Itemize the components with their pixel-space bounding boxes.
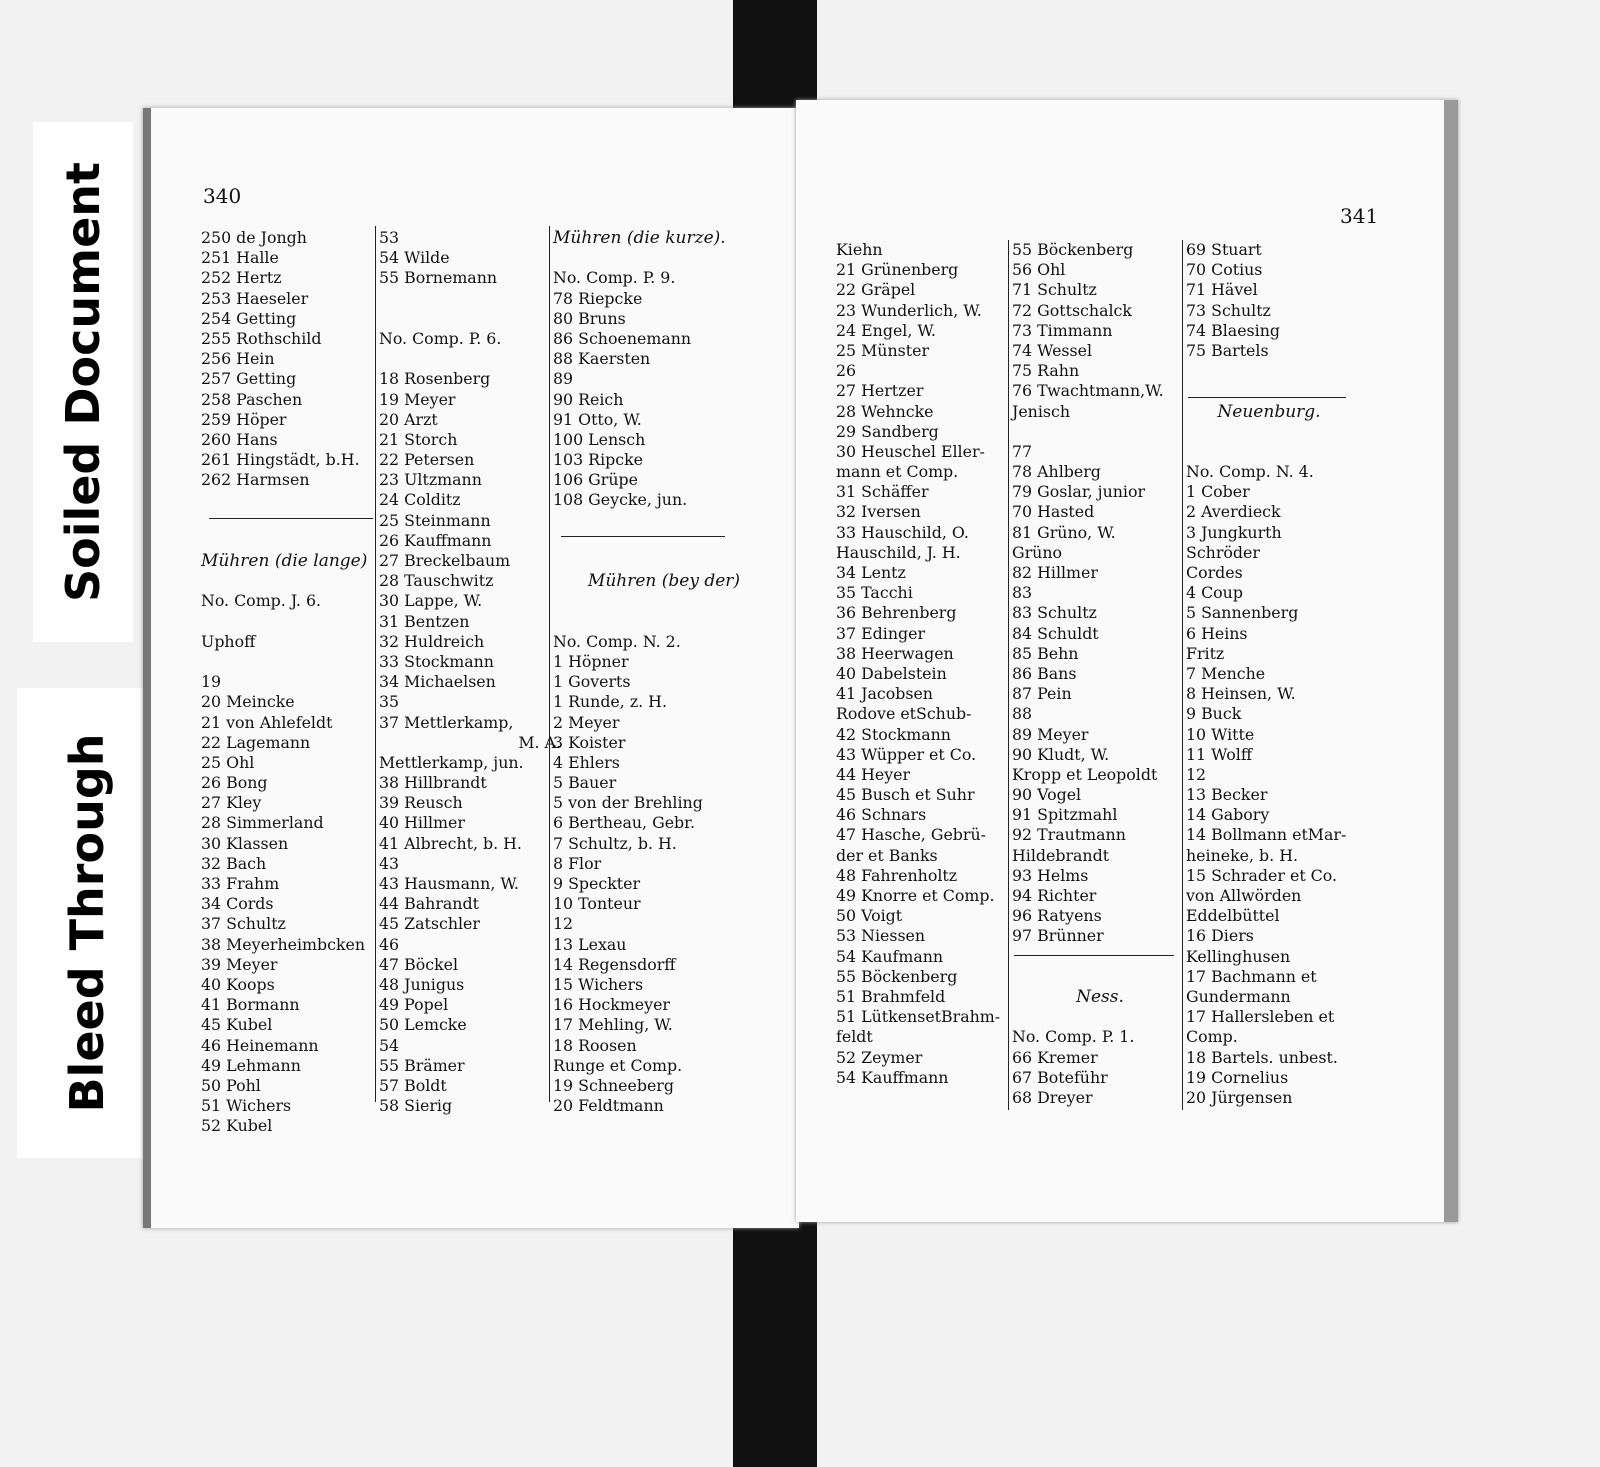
entry-line: 17 Bachmann et bbox=[1186, 966, 1317, 986]
entry-line: 88 Kaersten bbox=[553, 349, 651, 369]
entry-line: 37 Edinger bbox=[836, 623, 926, 643]
entry-line: 18 Rosenberg bbox=[379, 369, 491, 389]
entry-line: 4 Coup bbox=[1186, 583, 1243, 603]
entry-line: 49 Knorre et Comp. bbox=[836, 886, 995, 905]
entry-line: Jenisch bbox=[1012, 401, 1071, 421]
entry-line: 28 Simmerland bbox=[201, 813, 324, 833]
entry-line bbox=[379, 349, 561, 369]
entry-line: 68 Dreyer bbox=[1012, 1087, 1093, 1107]
entry-line bbox=[553, 248, 775, 268]
entry-line: 86 Schoenemann bbox=[553, 328, 692, 348]
entry-line: 45 Busch et Suhr bbox=[836, 785, 975, 805]
entry-line: 82 Hillmer bbox=[1012, 563, 1098, 582]
entry-line: 47 Hasche, Gebrü- bbox=[836, 825, 986, 845]
entry-line bbox=[1186, 381, 1352, 401]
entry-line: 40 Hillmer bbox=[379, 813, 465, 833]
entry-line: 94 Richter bbox=[1012, 886, 1097, 905]
entry-line: 93 Helms bbox=[1012, 865, 1089, 885]
entry-line: 11 Wolff bbox=[1186, 744, 1253, 764]
entry-line: 256 Hein bbox=[201, 349, 275, 369]
entry-line: 9 Speckter bbox=[553, 874, 641, 893]
entry-line: 32 Huldreich bbox=[379, 631, 485, 651]
entry-line: heineke, b. H. bbox=[1186, 845, 1299, 865]
entry-line: 38 Hillbrandt bbox=[379, 773, 487, 793]
left-column-2 bbox=[379, 228, 561, 1116]
entry-line: 100 Lensch bbox=[553, 429, 646, 449]
entry-line: Hildebrandt bbox=[1012, 845, 1110, 865]
entry-line: 45 Zatschler bbox=[379, 914, 480, 934]
entry-line: 14 Gabory bbox=[1186, 805, 1270, 825]
entry-line: 44 Heyer bbox=[836, 764, 911, 784]
entry-line: 51 Brahmfeld bbox=[836, 986, 946, 1006]
entry-line: 55 Bornemann bbox=[379, 268, 498, 288]
entry-line: 16 Hockmeyer bbox=[553, 995, 670, 1015]
entry-line: 255 Rothschild bbox=[201, 328, 322, 348]
entry-line: Ness. bbox=[1076, 986, 1124, 1007]
entry-line: 73 Timmann bbox=[1012, 320, 1113, 340]
entry-line: Runge et Comp. bbox=[553, 1055, 683, 1075]
entry-line: Cordes bbox=[1186, 563, 1243, 582]
entry-line: der et Banks bbox=[836, 845, 938, 865]
entry-line: 10 Tonteur bbox=[553, 894, 641, 914]
entry-line: 28 Wehncke bbox=[836, 401, 934, 421]
entry-line: 1 Cober bbox=[1186, 482, 1250, 502]
entry-line bbox=[201, 612, 379, 632]
entry-line: 37 Mettlerkamp, bbox=[379, 712, 514, 732]
entry-line: 83 bbox=[1012, 583, 1033, 603]
entry-line: 72 Gottschalck bbox=[1012, 300, 1132, 320]
entry-line: Kellinghusen bbox=[1186, 946, 1291, 966]
entry-line: No. Comp. P. 6. bbox=[379, 328, 502, 348]
entry-line: 40 Dabelstein bbox=[836, 663, 947, 683]
entry-line: 20 Meincke bbox=[201, 692, 295, 712]
entry-line bbox=[1012, 422, 1188, 442]
entry-line: 27 Kley bbox=[201, 793, 262, 813]
entry-line: Schröder bbox=[1186, 542, 1260, 562]
entry-line: No. Comp. N. 2. bbox=[553, 631, 681, 651]
entry-line: 14 Regensdorff bbox=[553, 954, 676, 974]
entry-line: 55 Böckenberg bbox=[1012, 240, 1134, 259]
entry-line: Mühren (bey der) bbox=[587, 571, 741, 592]
entry-line: 43 bbox=[379, 853, 400, 873]
entry-line: 45 Kubel bbox=[201, 1015, 273, 1035]
entry-line: 262 Harmsen bbox=[201, 470, 310, 490]
entry-line: 10 Witte bbox=[1186, 724, 1255, 744]
entry-line: 19 Schneeberg bbox=[553, 1075, 674, 1095]
entry-line: 49 Lehmann bbox=[201, 1055, 301, 1075]
entry-line: 47 Böckel bbox=[379, 954, 459, 974]
entry-line: 26 Bong bbox=[201, 773, 268, 793]
entry-line: 70 Hasted bbox=[1012, 502, 1095, 522]
entry-line: 38 Heerwagen bbox=[836, 643, 954, 663]
entry-line: 67 Boteführ bbox=[1012, 1067, 1108, 1087]
right-page bbox=[796, 100, 1458, 1222]
column-divider bbox=[375, 226, 376, 1102]
entry-line: 39 Meyer bbox=[201, 954, 278, 974]
entry-line: 39 Reusch bbox=[379, 793, 463, 813]
entry-line: 18 Bartels. unbest. bbox=[1186, 1047, 1338, 1067]
entry-line: M. A. bbox=[518, 732, 561, 752]
entry-line: 54 Kaufmann bbox=[836, 946, 944, 966]
entry-line: 2 Averdieck bbox=[1186, 502, 1281, 522]
entry-line: 253 Haeseler bbox=[201, 288, 309, 308]
entry-line: Mettlerkamp, jun. bbox=[379, 752, 524, 772]
entry-line: Kropp et Leopoldt bbox=[1012, 764, 1158, 784]
entry-line: 5 von der Brehling bbox=[553, 793, 703, 813]
entry-line: 50 Lemcke bbox=[379, 1015, 467, 1035]
entry-line: 27 Hertzer bbox=[836, 381, 924, 401]
entry-line: 57 Boldt bbox=[379, 1075, 447, 1095]
entry-line: 259 Höper bbox=[201, 409, 287, 429]
entry-line: 88 bbox=[1012, 704, 1033, 724]
entry-line: 90 Vogel bbox=[1012, 785, 1082, 805]
entry-line: 35 bbox=[379, 692, 400, 712]
entry-line: No. Comp. P. 1. bbox=[1012, 1027, 1135, 1047]
entry-line: 51 LütkensetBrahm- bbox=[836, 1007, 1001, 1027]
entry-line: 44 Bahrandt bbox=[379, 894, 479, 914]
entry-line: 252 Hertz bbox=[201, 268, 282, 288]
entry-line: 26 Kauffmann bbox=[379, 530, 492, 550]
entry-line: 40 Koops bbox=[201, 974, 275, 994]
entry-line: 3 Jungkurth bbox=[1186, 522, 1282, 542]
entry-line: 54 Kauffmann bbox=[836, 1067, 949, 1087]
entry-line: 7 Menche bbox=[1186, 663, 1266, 683]
entry-line: mann et Comp. bbox=[836, 462, 959, 482]
entry-line: 75 Rahn bbox=[1012, 361, 1080, 381]
entry-line: 31 Schäffer bbox=[836, 482, 929, 502]
entry-line bbox=[553, 612, 775, 632]
entry-line: 22 Petersen bbox=[379, 450, 475, 470]
entry-line: 89 bbox=[553, 369, 574, 389]
page-number: 341 bbox=[1340, 204, 1379, 228]
column-divider bbox=[1008, 240, 1009, 1110]
entry-line: 254 Getting bbox=[201, 308, 297, 328]
entry-line: 70 Cotius bbox=[1186, 260, 1263, 280]
entry-line: 85 Behn bbox=[1012, 643, 1079, 663]
entry-line: 41 Jacobsen bbox=[836, 684, 933, 704]
entry-line: 81 Grüno, W. bbox=[1012, 522, 1116, 542]
entry-line: 9 Buck bbox=[1186, 704, 1242, 724]
entry-line: 106 Grüpe bbox=[553, 470, 638, 490]
entry-line: 19 bbox=[201, 672, 222, 692]
entry-line: 90 Kludt, W. bbox=[1012, 744, 1110, 764]
entry-line: 34 Cords bbox=[201, 894, 274, 914]
entry-line: 34 Lentz bbox=[836, 563, 906, 582]
entry-line: 46 Schnars bbox=[836, 805, 927, 825]
entry-line bbox=[1186, 442, 1352, 462]
entry-line: Kiehn bbox=[836, 240, 883, 259]
entry-line: 66 Kremer bbox=[1012, 1047, 1098, 1067]
entry-line: 52 Zeymer bbox=[836, 1047, 923, 1067]
entry-line: 24 Colditz bbox=[379, 490, 461, 510]
entry-line: 1 Goverts bbox=[553, 672, 631, 692]
entry-line: Fritz bbox=[1186, 643, 1225, 663]
entry-line: 71 Hävel bbox=[1186, 280, 1258, 300]
entry-line bbox=[1012, 1007, 1188, 1027]
entry-line: 36 Behrenberg bbox=[836, 603, 957, 623]
entry-line: 22 Gräpel bbox=[836, 280, 916, 300]
entry-line: 42 Stockmann bbox=[836, 724, 951, 744]
entry-line: Gundermann bbox=[1186, 986, 1291, 1006]
entry-line: 18 Roosen bbox=[553, 1035, 637, 1055]
entry-line: 22 Lagemann bbox=[201, 732, 311, 752]
entry-line: 7 Schultz, b. H. bbox=[553, 833, 677, 853]
entry-line: 16 Diers bbox=[1186, 926, 1254, 946]
entry-line: 19 Meyer bbox=[379, 389, 456, 409]
entry-line: 21 Grünenberg bbox=[836, 260, 959, 280]
entry-line: Hauschild, J. H. bbox=[836, 542, 961, 562]
entry-line: 33 Hauschild, O. bbox=[836, 522, 969, 542]
entry-line: 74 Blaesing bbox=[1186, 320, 1280, 340]
entry-line: Comp. bbox=[1186, 1027, 1238, 1047]
entry-line: 50 Voigt bbox=[836, 906, 903, 926]
entry-line: 103 Ripcke bbox=[553, 450, 643, 470]
entry-line: 41 Bormann bbox=[201, 995, 300, 1015]
entry-line bbox=[201, 531, 379, 551]
entry-line bbox=[553, 551, 775, 571]
entry-line: 21 Storch bbox=[379, 429, 458, 449]
entry-line: 75 Bartels bbox=[1186, 340, 1269, 360]
entry-line: 55 Brämer bbox=[379, 1055, 465, 1075]
entry-line bbox=[553, 591, 775, 611]
left-page bbox=[143, 108, 799, 1228]
entry-line: 2 Meyer bbox=[553, 712, 620, 732]
entry-line bbox=[379, 289, 561, 309]
entry-line bbox=[379, 309, 561, 329]
entry-line: 49 Popel bbox=[379, 995, 449, 1015]
entry-line: 25 Steinmann bbox=[379, 510, 491, 530]
entry-line: 17 Mehling, W. bbox=[553, 1015, 673, 1035]
entry-line: 30 Heuschel Eller- bbox=[836, 441, 985, 461]
right-column-2 bbox=[1012, 240, 1188, 1108]
entry-line: 97 Brünner bbox=[1012, 926, 1104, 946]
entry-line: 53 Niessen bbox=[836, 926, 926, 946]
entry-line: 250 de Jongh bbox=[201, 228, 307, 247]
section-rule bbox=[1014, 955, 1174, 956]
entry-line: 1 Höpner bbox=[553, 651, 629, 671]
entry-line: 5 Sannenberg bbox=[1186, 603, 1299, 623]
entry-line: Neuenburg. bbox=[1217, 401, 1321, 422]
entry-line: feldt bbox=[836, 1027, 873, 1047]
entry-line: 15 Wichers bbox=[553, 974, 644, 994]
entry-line: 108 Geycke, jun. bbox=[553, 490, 688, 510]
entry-line: 30 Klassen bbox=[201, 833, 289, 853]
right-column-3 bbox=[1186, 240, 1352, 1108]
entry-line: 38 Meyerheimbcken bbox=[201, 934, 366, 954]
entry-line: 12 bbox=[553, 914, 574, 934]
entry-line: 76 Twachtmann,W. bbox=[1012, 381, 1164, 401]
entry-line: 28 Tauschwitz bbox=[379, 571, 494, 591]
entry-line: 90 Reich bbox=[553, 389, 624, 409]
entry-line: 54 bbox=[379, 1035, 400, 1055]
entry-line: No. Comp. P. 9. bbox=[553, 268, 676, 288]
section-rule bbox=[1188, 397, 1346, 398]
section-rule bbox=[561, 536, 725, 537]
entry-line: 31 Bentzen bbox=[379, 611, 470, 631]
entry-line: 55 Böckenberg bbox=[836, 966, 958, 986]
entry-line: 20 Arzt bbox=[379, 409, 438, 429]
entry-line: 257 Getting bbox=[201, 369, 297, 389]
entry-line: 91 Spitzmahl bbox=[1012, 805, 1118, 825]
entry-line: 27 Breckelbaum bbox=[379, 551, 511, 570]
entry-line: 71 Schultz bbox=[1012, 280, 1097, 300]
entry-line bbox=[553, 511, 775, 531]
entry-line: 80 Bruns bbox=[553, 308, 626, 328]
entry-line: Uphoff bbox=[201, 631, 256, 651]
entry-line: 32 Bach bbox=[201, 853, 267, 873]
entry-line: 21 von Ahlefeldt bbox=[201, 712, 333, 732]
entry-line: 54 Wilde bbox=[379, 248, 450, 268]
entry-line: 83 Schultz bbox=[1012, 603, 1097, 623]
entry-line: 14 Bollmann etMar- bbox=[1186, 825, 1347, 845]
entry-line: 29 Sandberg bbox=[836, 421, 939, 441]
entry-line: 73 Schultz bbox=[1186, 300, 1271, 320]
entry-line: Grüno bbox=[1012, 542, 1063, 562]
entry-line: 34 Michaelsen bbox=[379, 672, 496, 692]
entry-line: 43 Wüpper et Co. bbox=[836, 744, 977, 764]
left-column-1 bbox=[201, 228, 379, 1136]
entry-line: 87 Pein bbox=[1012, 684, 1072, 704]
entry-line: 24 Engel, W. bbox=[836, 320, 936, 340]
entry-line: 58 Sierig bbox=[379, 1096, 453, 1116]
section-rule bbox=[209, 518, 373, 519]
entry-line bbox=[1012, 967, 1188, 987]
entry-line: 37 Schultz bbox=[201, 914, 286, 934]
entry-line: 15 Schrader et Co. bbox=[1186, 865, 1338, 885]
entry-line: 74 Wessel bbox=[1012, 340, 1093, 360]
entry-line: 48 Fahrenholtz bbox=[836, 865, 958, 885]
entry-line: 12 bbox=[1186, 764, 1207, 784]
entry-line: 32 Iversen bbox=[836, 502, 921, 522]
entry-line: 30 Lappe, W. bbox=[379, 591, 483, 611]
entry-line: 33 Frahm bbox=[201, 874, 280, 893]
entry-line: 261 Hingstädt, b.H. bbox=[201, 450, 360, 470]
entry-line: No. Comp. J. 6. bbox=[201, 591, 322, 611]
bleed-through-label: Bleed Through bbox=[17, 688, 157, 1158]
right-column-1 bbox=[836, 240, 1012, 1088]
entry-line: 26 bbox=[836, 361, 857, 381]
entry-line: 91 Otto, W. bbox=[553, 409, 642, 429]
entry-line bbox=[1186, 422, 1352, 442]
entry-line: von Allwörden bbox=[1186, 886, 1302, 905]
entry-line: 8 Heinsen, W. bbox=[1186, 684, 1296, 704]
entry-line bbox=[201, 511, 379, 531]
entry-line: 23 Wunderlich, W. bbox=[836, 300, 982, 320]
entry-line: 25 Münster bbox=[836, 340, 929, 360]
entry-line: 5 Bauer bbox=[553, 773, 617, 793]
soiled-document-label: Soiled Document bbox=[33, 122, 133, 642]
entry-line: Mühren (die kurze). bbox=[553, 228, 726, 248]
page-number: 340 bbox=[203, 184, 242, 208]
entry-line: 23 Ultzmann bbox=[379, 470, 482, 490]
entry-line: 92 Trautmann bbox=[1012, 825, 1126, 845]
entry-line: 33 Stockmann bbox=[379, 651, 494, 671]
entry-line: No. Comp. N. 4. bbox=[1186, 462, 1314, 482]
entry-line: 3 Koister bbox=[553, 732, 626, 752]
entry-line: 53 bbox=[379, 228, 400, 247]
entry-line: Mühren (die lange) bbox=[201, 551, 368, 571]
entry-line: 1 Runde, z. H. bbox=[553, 692, 667, 712]
entry-line bbox=[201, 652, 379, 672]
entry-line: 13 Lexau bbox=[553, 934, 627, 954]
entry-line: 52 Kubel bbox=[201, 1116, 273, 1136]
column-divider bbox=[549, 226, 550, 1102]
entry-line: Eddelbüttel bbox=[1186, 906, 1280, 926]
entry-line bbox=[201, 490, 379, 510]
left-column-3 bbox=[553, 228, 775, 1116]
entry-line: 50 Pohl bbox=[201, 1075, 261, 1095]
entry-line: 48 Junigus bbox=[379, 974, 465, 994]
entry-line: 69 Stuart bbox=[1186, 240, 1262, 259]
entry-line: 41 Albrecht, b. H. bbox=[379, 833, 522, 853]
entry-line bbox=[1186, 361, 1352, 381]
column-divider bbox=[1182, 240, 1183, 1110]
entry-line: 4 Ehlers bbox=[553, 752, 620, 772]
entry-line: 25 Ohl bbox=[201, 752, 255, 772]
entry-line: 56 Ohl bbox=[1012, 260, 1066, 280]
entry-line: 79 Goslar, junior bbox=[1012, 482, 1146, 502]
entry-line: 6 Heins bbox=[1186, 623, 1248, 643]
entry-line: 260 Hans bbox=[201, 429, 278, 449]
entry-line: 51 Wichers bbox=[201, 1096, 292, 1116]
entry-line: 258 Paschen bbox=[201, 389, 303, 409]
entry-line: 89 Meyer bbox=[1012, 724, 1089, 744]
entry-line: 78 Riepcke bbox=[553, 288, 643, 308]
entry-line: 96 Ratyens bbox=[1012, 906, 1102, 926]
entry-line: 84 Schuldt bbox=[1012, 623, 1099, 643]
entry-line: 86 Bans bbox=[1012, 663, 1077, 683]
entry-line: 46 bbox=[379, 934, 400, 954]
entry-line: 251 Halle bbox=[201, 248, 279, 268]
entry-line: 8 Flor bbox=[553, 853, 602, 873]
entry-line: 19 Cornelius bbox=[1186, 1067, 1289, 1087]
entry-line: 6 Bertheau, Gebr. bbox=[553, 813, 696, 833]
entry-line: 43 Hausmann, W. bbox=[379, 874, 519, 893]
entry-line bbox=[201, 571, 379, 591]
entry-line: Rodove etSchub- bbox=[836, 704, 972, 724]
entry-line: 35 Tacchi bbox=[836, 583, 913, 603]
entry-line: 20 Feldtmann bbox=[553, 1096, 664, 1116]
entry-line: 20 Jürgensen bbox=[1186, 1087, 1293, 1107]
entry-line bbox=[553, 531, 775, 551]
entry-line: 13 Becker bbox=[1186, 785, 1268, 805]
entry-line: 46 Heinemann bbox=[201, 1035, 319, 1055]
entry-line bbox=[1012, 947, 1188, 967]
entry-line: 17 Hallersleben et bbox=[1186, 1007, 1335, 1027]
entry-line: 77 bbox=[1012, 441, 1033, 461]
entry-line: 78 Ahlberg bbox=[1012, 462, 1101, 482]
